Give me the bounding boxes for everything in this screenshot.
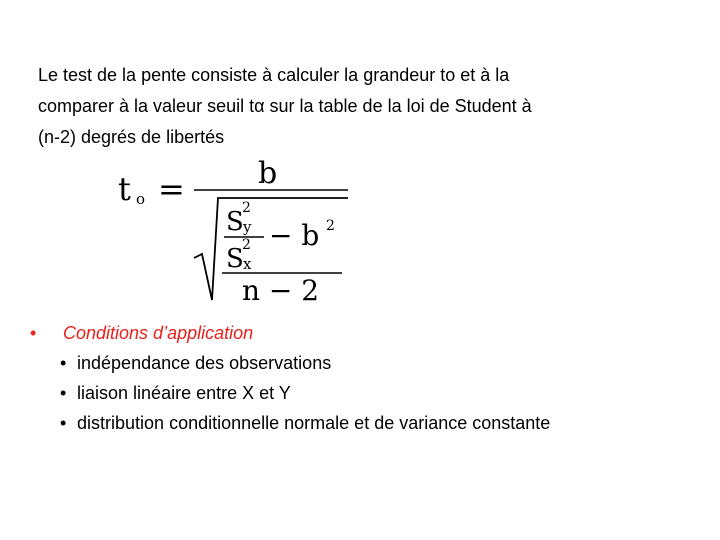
- inner-denominator-s: S: [226, 244, 244, 274]
- list-item: [30, 378, 690, 408]
- formula-numerator-b: b: [258, 156, 278, 191]
- list-bullet: •: [60, 413, 67, 433]
- condition-text: liaison linéaire entre X et Y: [77, 383, 291, 403]
- intro-line-3: (n-2) degrés de libertés: [38, 127, 225, 147]
- list-bullet: •: [60, 353, 67, 373]
- b-squared-sup: 2: [326, 218, 335, 234]
- inner-numerator-s: S: [226, 207, 244, 237]
- formula-svg: [118, 150, 358, 310]
- intro-line-1: Le test de la pente consiste à calculer la grandeur to et à la: [38, 65, 510, 85]
- conditions-list: [30, 348, 690, 438]
- intro-paragraph: [38, 60, 638, 153]
- inner-numerator-sup: 2: [242, 200, 251, 216]
- list-item: [30, 348, 690, 378]
- outer-denominator: n − 2: [242, 274, 320, 307]
- inner-denominator-sub: x: [243, 255, 252, 273]
- conditions-section: [30, 318, 690, 438]
- condition-text: distribution conditionnelle normale et de variance constante: [77, 413, 551, 433]
- conditions-heading-text: Conditions d’application: [63, 323, 254, 343]
- minus-b-term: − b: [269, 219, 320, 252]
- conditions-heading: [30, 318, 690, 348]
- list-item: [30, 408, 690, 438]
- inner-numerator-sub: y: [243, 218, 252, 236]
- formula-equals: =: [158, 170, 185, 208]
- heading-bullet: •: [30, 323, 37, 343]
- condition-text: indépendance des observations: [77, 353, 332, 373]
- formula-lhs-subscript: o: [136, 190, 146, 208]
- formula-lhs-t: t: [118, 170, 131, 208]
- inner-denominator-sup: 2: [242, 237, 251, 253]
- t-statistic-formula: [118, 150, 358, 310]
- intro-line-2: comparer à la valeur seuil tα sur la table de la loi de Student à: [38, 96, 532, 116]
- list-bullet: •: [60, 383, 67, 403]
